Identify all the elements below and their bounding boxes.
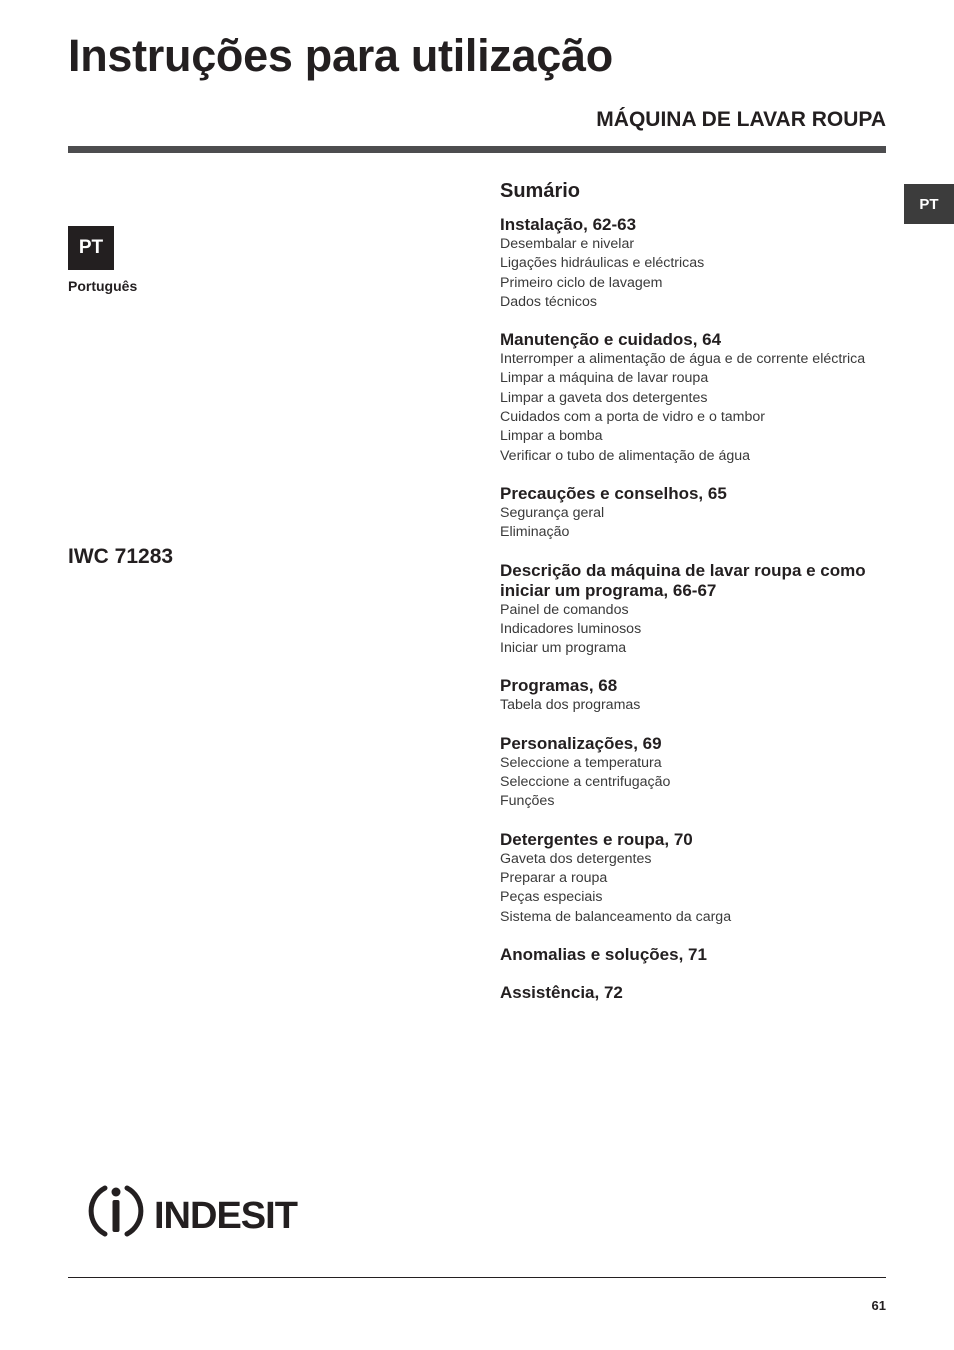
toc-item: Funções [500, 793, 555, 810]
toc-item: Primeiro ciclo de lavagem [500, 274, 663, 291]
toc-section-heading: Descrição da máquina de lavar roupa e como iniciar um programa, 66-67 [500, 560, 866, 600]
toc-item: Limpar a bomba [500, 428, 603, 445]
toc-item: Dados técnicos [500, 293, 597, 310]
toc-section-heading: Programas, 68 [500, 676, 618, 696]
toc-item: Tabela dos programas [500, 697, 641, 714]
toc-section [500, 484, 900, 543]
toc-section [500, 983, 900, 1003]
toc-item: Preparar a roupa [500, 869, 608, 886]
toc-item: Segurança geral [500, 504, 605, 521]
toc-item: Painel de comandos [500, 601, 629, 618]
logo-wordmark: INDESIT [154, 1195, 297, 1237]
toc-section-heading: Personalizações, 69 [500, 733, 662, 753]
language-name: Português [68, 278, 138, 294]
toc-item: Iniciar um programa [500, 640, 627, 657]
toc-item: Sistema de balanceamento da carga [500, 908, 732, 925]
footer-divider [68, 1277, 886, 1278]
toc-item: Indicadores luminosos [500, 620, 642, 637]
toc-item: Seleccione a centrifugação [500, 774, 671, 791]
toc-item: Gaveta dos detergentes [500, 850, 652, 867]
toc-item: Desembalar e nivelar [500, 236, 635, 252]
page-number: 61 [871, 1298, 886, 1313]
toc-section [500, 330, 900, 466]
toc-title: Sumário [500, 180, 581, 202]
toc-item: Cuidados com a porta de vidro e o tambor [500, 409, 765, 426]
toc-item: Ligações hidráulicas e eléctricas [500, 255, 705, 272]
toc-item: Interromper a alimentação de água e de corrente eléctrica [500, 351, 866, 368]
toc-section [500, 945, 900, 965]
toc-section [500, 561, 900, 659]
toc-section [500, 676, 900, 715]
toc-section-heading: Detergentes e roupa, 70 [500, 829, 693, 849]
toc-item: Peças especiais [500, 889, 603, 906]
toc-item: Limpar a gaveta dos detergentes [500, 389, 708, 406]
model-number: IWC 71283 [68, 545, 174, 568]
toc-section [500, 830, 900, 927]
toc-section-heading: Manutenção e cuidados, 64 [500, 330, 722, 350]
toc-section-heading: Precauções e conselhos, 65 [500, 483, 727, 503]
language-badge: PT [68, 226, 114, 270]
language-edge-tab: PT [904, 184, 954, 224]
toc-section-heading: Anomalias e soluções, 71 [500, 944, 707, 964]
header-divider [68, 146, 886, 153]
toc-section-heading: Assistência, 72 [500, 982, 623, 1002]
product-subtitle: MÁQUINA DE LAVAR ROUPA [596, 108, 886, 131]
toc-item: Verificar o tubo de alimentação de água [500, 447, 751, 464]
toc-sections [500, 215, 900, 1003]
toc-section-heading: Instalação, 62-63 [500, 215, 637, 234]
toc-section [500, 215, 900, 312]
toc-section [500, 734, 900, 812]
page-title: Instruções para utilização [68, 30, 613, 81]
toc-item: Seleccione a temperatura [500, 754, 662, 771]
indesit-logo [84, 1182, 324, 1240]
toc-item: Limpar a máquina de lavar roupa [500, 370, 709, 387]
table-of-contents [500, 180, 900, 1021]
toc-item: Eliminação [500, 524, 570, 541]
